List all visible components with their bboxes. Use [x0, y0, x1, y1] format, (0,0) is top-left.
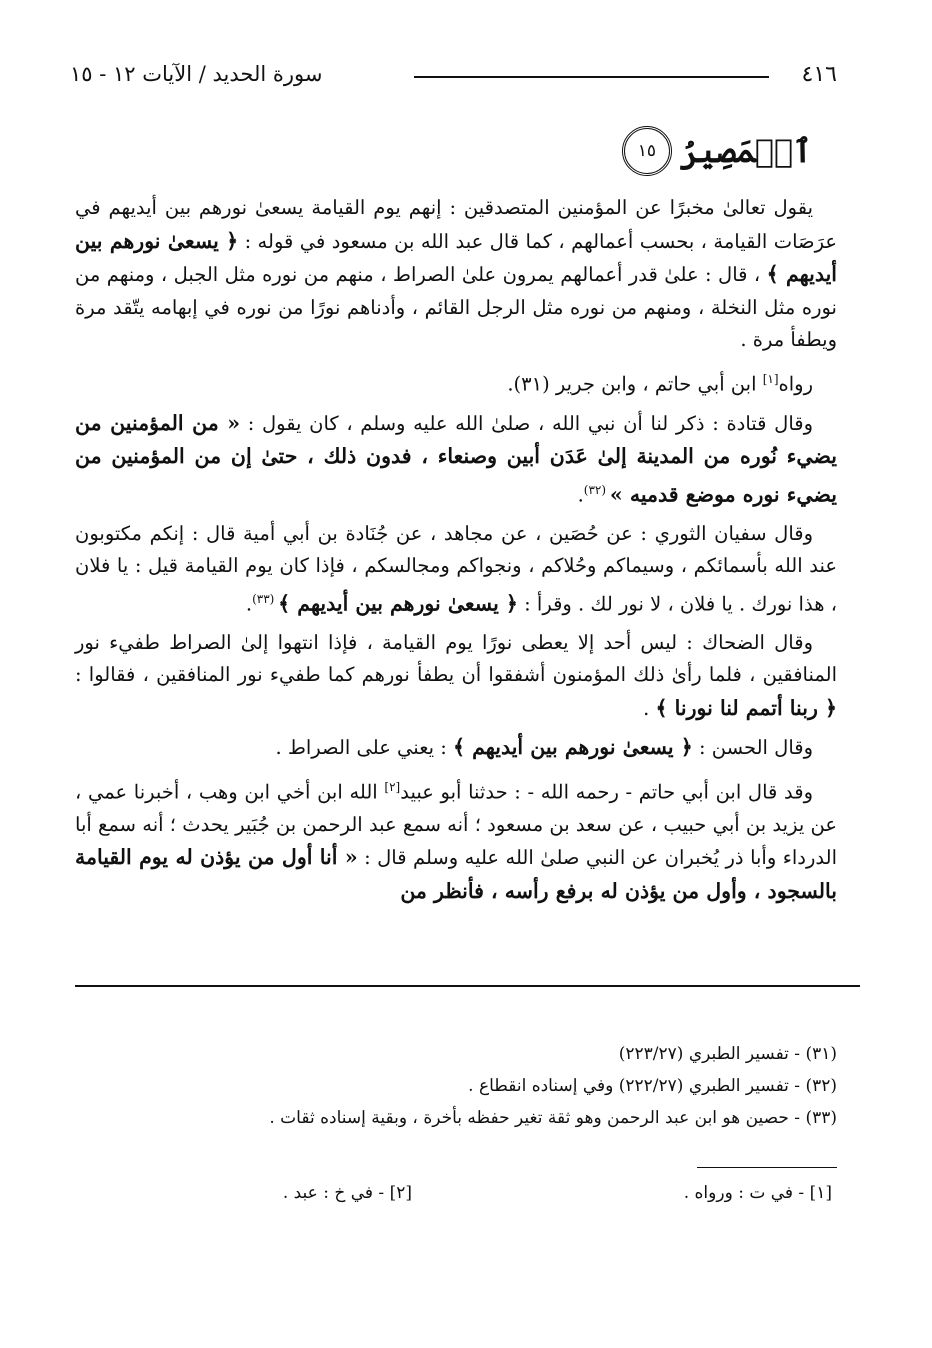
text-run: : يعني على الصراط . [275, 736, 453, 759]
hadith-quote: « أنا أول من يؤذن له يوم القيامة بالسجود ، وأول من يؤذن له برفع رأسه ، فأنظر من [75, 845, 837, 903]
text-run: ، قال : علىٰ قدر أعمالهم يمرون علىٰ الصراط ، منهم من نوره مثل الجبل ، ومنهم من نوره مثل النخلة ، ومنهم من نوره مثل الرجل القائم ، وأدناهم نورًا من نوره في إبهامه يتّقد مرة ويطفأ مرة . [75, 263, 837, 351]
text-run: . [507, 372, 514, 395]
variant-marker: [٢] [384, 779, 401, 794]
main-text [75, 192, 837, 908]
variant-note-2: [٢] - في خ : عبد . [282, 1183, 412, 1203]
paragraph-2 [75, 363, 837, 401]
text-run: . [245, 592, 253, 615]
text-run: يقول تعالىٰ مخبرًا عن المؤمنين المتصدقين : إنهم يوم القيامة يسعىٰ نورهم بين أيديهم في عرَصَات القيامة ، بحسب أعمالهم ، كما قال عبد الله بن مسعود في قوله : [75, 196, 837, 253]
variant-notes-rule [697, 1167, 837, 1168]
text-run: وقال الحسن : [692, 736, 813, 759]
footnote-ref: (٣١) [513, 372, 550, 395]
text-run: ابن أبي حاتم ، وابن جرير [549, 372, 763, 395]
hadith-quote: « من المؤمنين من يضيء نُوره من المدينة إلىٰ عَدَن أبين وصنعاء ، فدون ذلك ، حتىٰ إن من المؤمنين من يضيء نوره موضع قدميه » [75, 410, 837, 506]
text-run: وقال سفيان الثوري : عن حُصَين ، عن مجاهد ، عن جُنَادة بن أبي أمية قال : إنكم مكتوبون عند الله بأسمائكم ، وسيماكم وحُلاكم ، ونجواكم ومجالسكم ، فإذا كان يوم القيامة قيل : يا فلان ، هذا نورك . يا فلان ، لا نور لك . وقرأ : [75, 521, 837, 615]
footnote-ref: (٣٢) [583, 482, 610, 497]
verse-number: ١٥ [637, 141, 656, 161]
paragraph-7 [75, 771, 837, 909]
footnotes [75, 1038, 837, 1134]
footnote-33: (٣٣) - حصين هو ابن عبد الرحمن وهو ثقة تغير حفظه بأخرة ، وبقية إسناده ثقات . [269, 1108, 837, 1128]
quran-quote: ﴿ ربنا أتمم لنا نورنا ﴾ [655, 695, 837, 720]
quran-quote: ﴿ يسعىٰ نورهم بين أيديهم ﴾ [453, 735, 693, 759]
paragraph-4 [75, 518, 837, 621]
quran-quote: ﴿ يسعىٰ نورهم بين أيديهم ﴾ [75, 228, 838, 286]
variant-marker: [١] [762, 371, 779, 386]
paragraph-5 [75, 627, 837, 726]
paragraph-6 [75, 731, 837, 765]
text-run: وقال الضحاك : ليس أحد إلا يعطى نورًا يوم القيامة ، فإذا انتهوا إلىٰ الصراط طفيء نور المنافقين ، فلما رأىٰ ذلك المؤمنون أشفقوا أن يطفأ نورهم كما طفيء نور المنافقين ، فقالوا : [75, 630, 837, 686]
text-run: . [643, 696, 656, 720]
text-run: وقد قال ابن أبي حاتم - رحمه الله - : حدثنا أبو عبيد [400, 780, 813, 803]
footnote-31: (٣١) - تفسير الطبري (٢٢٣/٢٧) [618, 1044, 837, 1064]
page-number: ٤١٦ [801, 62, 837, 87]
paragraph-1 [75, 192, 837, 357]
text-run: وقال قتادة : ذكر لنا أن نبي الله ، صلىٰ الله عليه وسلم ، كان يقول : [240, 411, 813, 435]
footnote-ref: (٣٣) [252, 591, 279, 606]
footnote-separator [75, 985, 860, 987]
footnote-32: (٣٢) - تفسير الطبري (٢٢٢/٢٧) وفي إسناده انقطاع . [468, 1076, 837, 1096]
text-run: الله ابن أخي ابن وهب ، أخبرنا عمي ، عن يزيد بن أبي حبيب ، عن سعد بن مسعود ؛ أنه سمع عبد الرحمن بن جُبَير يحدث ؛ أنه سمع أبا الدرداء وأبا ذر يُخبران عن النبي صلىٰ الله عليه وسلم قال : [75, 780, 837, 869]
variant-note-1: [١] - في ت : ورواه . [683, 1183, 832, 1203]
verse-word: ٱلۡمَصِيرُ [679, 132, 812, 170]
quran-quote: ﴿ يسعىٰ نورهم بين أيديهم ﴾ [278, 591, 518, 615]
text-run: . [577, 483, 584, 506]
paragraph-3 [75, 407, 837, 512]
verse-heading [622, 126, 812, 176]
running-title: سورة الحديد / الآيات ١٢ - ١٥ [70, 62, 323, 86]
header-rule [414, 76, 769, 78]
verse-number-seal [622, 126, 672, 176]
text-run: رواه [778, 372, 813, 395]
